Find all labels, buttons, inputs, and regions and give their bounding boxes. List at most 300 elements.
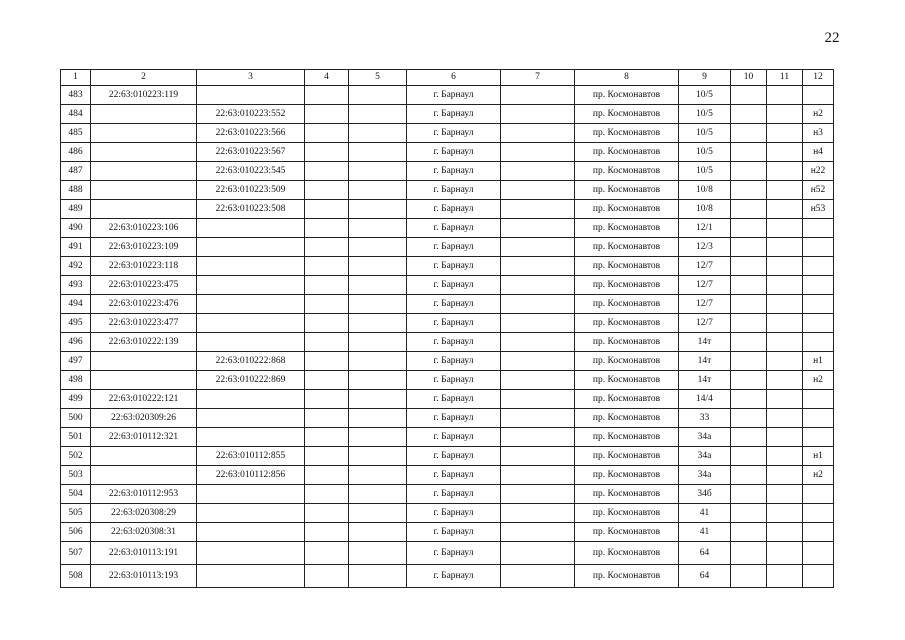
column-7-cell xyxy=(501,200,575,219)
column-11-cell xyxy=(767,466,803,485)
column-4-cell xyxy=(305,295,349,314)
premises-cell xyxy=(803,276,834,295)
sub-object-number-cell: 22:63:010223:509 xyxy=(197,181,305,200)
city-cell: г. Барнаул xyxy=(407,466,501,485)
column-4-cell xyxy=(305,447,349,466)
column-11-cell xyxy=(767,523,803,542)
city-cell: г. Барнаул xyxy=(407,162,501,181)
column-7-cell xyxy=(501,314,575,333)
column-7-cell xyxy=(501,504,575,523)
register-table xyxy=(60,69,834,588)
row-number-cell: 493 xyxy=(61,276,91,295)
street-cell: пр. Космонавтов xyxy=(575,466,679,485)
column-10-cell xyxy=(731,86,767,105)
parcel-number-cell: 22:63:010222:121 xyxy=(91,390,197,409)
street-cell: пр. Космонавтов xyxy=(575,124,679,143)
parcel-number-cell xyxy=(91,124,197,143)
city-cell: г. Барнаул xyxy=(407,124,501,143)
premises-cell: н52 xyxy=(803,181,834,200)
column-4-cell xyxy=(305,504,349,523)
column-header: 1 xyxy=(61,70,91,86)
column-7-cell xyxy=(501,124,575,143)
table-header-row xyxy=(61,70,834,86)
column-10-cell xyxy=(731,333,767,352)
column-header: 7 xyxy=(501,70,575,86)
column-7-cell xyxy=(501,523,575,542)
table-row xyxy=(61,124,834,143)
column-5-cell xyxy=(349,428,407,447)
parcel-number-cell: 22:63:010112:321 xyxy=(91,428,197,447)
column-5-cell xyxy=(349,257,407,276)
row-number-cell: 503 xyxy=(61,466,91,485)
table-row xyxy=(61,428,834,447)
row-number-cell: 508 xyxy=(61,565,91,588)
column-header: 10 xyxy=(731,70,767,86)
column-4-cell xyxy=(305,219,349,238)
column-header: 6 xyxy=(407,70,501,86)
row-number-cell: 499 xyxy=(61,390,91,409)
column-4-cell xyxy=(305,86,349,105)
house-number-cell: 10/8 xyxy=(679,200,731,219)
sub-object-number-cell: 22:63:010223:566 xyxy=(197,124,305,143)
house-number-cell: 12/3 xyxy=(679,238,731,257)
column-10-cell xyxy=(731,466,767,485)
sub-object-number-cell: 22:63:010223:567 xyxy=(197,143,305,162)
column-7-cell xyxy=(501,181,575,200)
column-10-cell xyxy=(731,143,767,162)
column-7-cell xyxy=(501,371,575,390)
column-10-cell xyxy=(731,523,767,542)
parcel-number-cell: 22:63:010223:106 xyxy=(91,219,197,238)
street-cell: пр. Космонавтов xyxy=(575,200,679,219)
column-11-cell xyxy=(767,565,803,588)
table-row xyxy=(61,276,834,295)
table-row xyxy=(61,504,834,523)
sub-object-number-cell xyxy=(197,86,305,105)
column-4-cell xyxy=(305,257,349,276)
sub-object-number-cell xyxy=(197,542,305,565)
column-7-cell xyxy=(501,333,575,352)
parcel-number-cell xyxy=(91,200,197,219)
house-number-cell: 14/4 xyxy=(679,390,731,409)
sub-object-number-cell xyxy=(197,409,305,428)
city-cell: г. Барнаул xyxy=(407,485,501,504)
column-11-cell xyxy=(767,257,803,276)
parcel-number-cell: 22:63:010222:139 xyxy=(91,333,197,352)
column-10-cell xyxy=(731,162,767,181)
street-cell: пр. Космонавтов xyxy=(575,162,679,181)
page-number: 22 xyxy=(824,30,840,46)
sub-object-number-cell xyxy=(197,238,305,257)
column-10-cell xyxy=(731,371,767,390)
sub-object-number-cell xyxy=(197,219,305,238)
parcel-number-cell: 22:63:020308:31 xyxy=(91,523,197,542)
column-4-cell xyxy=(305,565,349,588)
row-number-cell: 504 xyxy=(61,485,91,504)
column-7-cell xyxy=(501,447,575,466)
column-10-cell xyxy=(731,542,767,565)
sub-object-number-cell: 22:63:010112:856 xyxy=(197,466,305,485)
city-cell: г. Барнаул xyxy=(407,143,501,162)
parcel-number-cell: 22:63:010113:193 xyxy=(91,565,197,588)
column-11-cell xyxy=(767,504,803,523)
row-number-cell: 490 xyxy=(61,219,91,238)
column-7-cell xyxy=(501,409,575,428)
table-row xyxy=(61,466,834,485)
premises-cell xyxy=(803,390,834,409)
column-10-cell xyxy=(731,504,767,523)
city-cell: г. Барнаул xyxy=(407,565,501,588)
sub-object-number-cell xyxy=(197,523,305,542)
column-7-cell xyxy=(501,295,575,314)
table-row xyxy=(61,200,834,219)
premises-cell: н22 xyxy=(803,162,834,181)
city-cell: г. Барнаул xyxy=(407,352,501,371)
city-cell: г. Барнаул xyxy=(407,257,501,276)
house-number-cell: 14т xyxy=(679,352,731,371)
column-5-cell xyxy=(349,333,407,352)
row-number-cell: 505 xyxy=(61,504,91,523)
house-number-cell: 41 xyxy=(679,523,731,542)
premises-cell xyxy=(803,523,834,542)
column-11-cell xyxy=(767,219,803,238)
sub-object-number-cell: 22:63:010223:508 xyxy=(197,200,305,219)
column-5-cell xyxy=(349,542,407,565)
column-4-cell xyxy=(305,333,349,352)
table-row xyxy=(61,542,834,565)
house-number-cell: 12/1 xyxy=(679,219,731,238)
column-4-cell xyxy=(305,276,349,295)
house-number-cell: 41 xyxy=(679,504,731,523)
house-number-cell: 64 xyxy=(679,542,731,565)
premises-cell: н2 xyxy=(803,371,834,390)
table-row xyxy=(61,257,834,276)
premises-cell: н53 xyxy=(803,200,834,219)
sub-object-number-cell xyxy=(197,276,305,295)
table-row xyxy=(61,523,834,542)
column-10-cell xyxy=(731,105,767,124)
column-5-cell xyxy=(349,352,407,371)
column-11-cell xyxy=(767,86,803,105)
street-cell: пр. Космонавтов xyxy=(575,219,679,238)
sub-object-number-cell: 22:63:010223:552 xyxy=(197,105,305,124)
row-number-cell: 498 xyxy=(61,371,91,390)
street-cell: пр. Космонавтов xyxy=(575,352,679,371)
parcel-number-cell xyxy=(91,352,197,371)
column-10-cell xyxy=(731,447,767,466)
sub-object-number-cell: 22:63:010222:868 xyxy=(197,352,305,371)
city-cell: г. Барнаул xyxy=(407,86,501,105)
table-row xyxy=(61,333,834,352)
column-7-cell xyxy=(501,257,575,276)
row-number-cell: 502 xyxy=(61,447,91,466)
table-row xyxy=(61,86,834,105)
column-header: 11 xyxy=(767,70,803,86)
column-header: 3 xyxy=(197,70,305,86)
column-5-cell xyxy=(349,466,407,485)
column-5-cell xyxy=(349,200,407,219)
column-4-cell xyxy=(305,200,349,219)
row-number-cell: 492 xyxy=(61,257,91,276)
column-4-cell xyxy=(305,466,349,485)
sub-object-number-cell xyxy=(197,504,305,523)
premises-cell xyxy=(803,238,834,257)
premises-cell xyxy=(803,542,834,565)
column-11-cell xyxy=(767,276,803,295)
sub-object-number-cell: 22:63:010112:855 xyxy=(197,447,305,466)
street-cell: пр. Космонавтов xyxy=(575,314,679,333)
column-5-cell xyxy=(349,219,407,238)
column-11-cell xyxy=(767,409,803,428)
row-number-cell: 486 xyxy=(61,143,91,162)
parcel-number-cell: 22:63:010223:476 xyxy=(91,295,197,314)
column-7-cell xyxy=(501,542,575,565)
row-number-cell: 507 xyxy=(61,542,91,565)
city-cell: г. Барнаул xyxy=(407,523,501,542)
column-5-cell xyxy=(349,485,407,504)
column-10-cell xyxy=(731,238,767,257)
row-number-cell: 491 xyxy=(61,238,91,257)
column-7-cell xyxy=(501,276,575,295)
column-11-cell xyxy=(767,428,803,447)
parcel-number-cell: 22:63:010223:475 xyxy=(91,276,197,295)
city-cell: г. Барнаул xyxy=(407,314,501,333)
column-4-cell xyxy=(305,409,349,428)
column-5-cell xyxy=(349,143,407,162)
parcel-number-cell: 22:63:010223:119 xyxy=(91,86,197,105)
street-cell: пр. Космонавтов xyxy=(575,105,679,124)
column-11-cell xyxy=(767,200,803,219)
row-number-cell: 488 xyxy=(61,181,91,200)
column-10-cell xyxy=(731,409,767,428)
street-cell: пр. Космонавтов xyxy=(575,238,679,257)
house-number-cell: 14т xyxy=(679,333,731,352)
house-number-cell: 12/7 xyxy=(679,314,731,333)
premises-cell: н2 xyxy=(803,466,834,485)
table-body xyxy=(61,86,834,588)
parcel-number-cell xyxy=(91,447,197,466)
column-11-cell xyxy=(767,162,803,181)
table-row xyxy=(61,143,834,162)
table-row xyxy=(61,238,834,257)
premises-cell: н1 xyxy=(803,352,834,371)
row-number-cell: 487 xyxy=(61,162,91,181)
column-5-cell xyxy=(349,238,407,257)
parcel-number-cell xyxy=(91,181,197,200)
column-4-cell xyxy=(305,485,349,504)
premises-cell xyxy=(803,409,834,428)
column-10-cell xyxy=(731,219,767,238)
parcel-number-cell xyxy=(91,143,197,162)
column-4-cell xyxy=(305,523,349,542)
column-7-cell xyxy=(501,352,575,371)
street-cell: пр. Космонавтов xyxy=(575,542,679,565)
sub-object-number-cell xyxy=(197,333,305,352)
premises-cell xyxy=(803,295,834,314)
premises-cell: н3 xyxy=(803,124,834,143)
parcel-number-cell: 22:63:010223:109 xyxy=(91,238,197,257)
column-11-cell xyxy=(767,371,803,390)
column-10-cell xyxy=(731,485,767,504)
street-cell: пр. Космонавтов xyxy=(575,257,679,276)
house-number-cell: 34а xyxy=(679,466,731,485)
table-row xyxy=(61,181,834,200)
column-10-cell xyxy=(731,352,767,371)
column-10-cell xyxy=(731,314,767,333)
city-cell: г. Барнаул xyxy=(407,447,501,466)
house-number-cell: 10/5 xyxy=(679,105,731,124)
column-4-cell xyxy=(305,352,349,371)
city-cell: г. Барнаул xyxy=(407,333,501,352)
house-number-cell: 10/5 xyxy=(679,124,731,143)
row-number-cell: 497 xyxy=(61,352,91,371)
parcel-number-cell: 22:63:020309:26 xyxy=(91,409,197,428)
column-7-cell xyxy=(501,238,575,257)
premises-cell xyxy=(803,219,834,238)
column-4-cell xyxy=(305,162,349,181)
sub-object-number-cell xyxy=(197,257,305,276)
house-number-cell: 33 xyxy=(679,409,731,428)
sub-object-number-cell: 22:63:010223:545 xyxy=(197,162,305,181)
parcel-number-cell: 22:63:010223:477 xyxy=(91,314,197,333)
house-number-cell: 34а xyxy=(679,428,731,447)
column-11-cell xyxy=(767,390,803,409)
column-10-cell xyxy=(731,428,767,447)
column-5-cell xyxy=(349,314,407,333)
table-row xyxy=(61,314,834,333)
row-number-cell: 484 xyxy=(61,105,91,124)
parcel-number-cell: 22:63:010112:953 xyxy=(91,485,197,504)
column-10-cell xyxy=(731,124,767,143)
premises-cell: н4 xyxy=(803,143,834,162)
table-row xyxy=(61,485,834,504)
sub-object-number-cell xyxy=(197,428,305,447)
city-cell: г. Барнаул xyxy=(407,200,501,219)
column-5-cell xyxy=(349,409,407,428)
column-5-cell xyxy=(349,181,407,200)
column-11-cell xyxy=(767,542,803,565)
column-5-cell xyxy=(349,295,407,314)
city-cell: г. Барнаул xyxy=(407,276,501,295)
sub-object-number-cell xyxy=(197,314,305,333)
city-cell: г. Барнаул xyxy=(407,504,501,523)
column-5-cell xyxy=(349,162,407,181)
row-number-cell: 500 xyxy=(61,409,91,428)
table-row xyxy=(61,105,834,124)
column-10-cell xyxy=(731,390,767,409)
column-header: 9 xyxy=(679,70,731,86)
street-cell: пр. Космонавтов xyxy=(575,86,679,105)
column-11-cell xyxy=(767,485,803,504)
house-number-cell: 34б xyxy=(679,485,731,504)
parcel-number-cell xyxy=(91,466,197,485)
column-header: 5 xyxy=(349,70,407,86)
column-5-cell xyxy=(349,124,407,143)
street-cell: пр. Космонавтов xyxy=(575,181,679,200)
column-4-cell xyxy=(305,105,349,124)
column-header: 2 xyxy=(91,70,197,86)
parcel-number-cell xyxy=(91,105,197,124)
row-number-cell: 506 xyxy=(61,523,91,542)
column-7-cell xyxy=(501,219,575,238)
column-4-cell xyxy=(305,428,349,447)
table-row xyxy=(61,390,834,409)
row-number-cell: 496 xyxy=(61,333,91,352)
column-5-cell xyxy=(349,105,407,124)
city-cell: г. Барнаул xyxy=(407,390,501,409)
column-11-cell xyxy=(767,314,803,333)
premises-cell xyxy=(803,86,834,105)
row-number-cell: 494 xyxy=(61,295,91,314)
column-10-cell xyxy=(731,200,767,219)
parcel-number-cell: 22:63:020308:29 xyxy=(91,504,197,523)
city-cell: г. Барнаул xyxy=(407,409,501,428)
column-header: 8 xyxy=(575,70,679,86)
column-header: 4 xyxy=(305,70,349,86)
row-number-cell: 495 xyxy=(61,314,91,333)
sub-object-number-cell xyxy=(197,485,305,504)
city-cell: г. Барнаул xyxy=(407,428,501,447)
sub-object-number-cell xyxy=(197,295,305,314)
column-7-cell xyxy=(501,390,575,409)
street-cell: пр. Космонавтов xyxy=(575,333,679,352)
table-row xyxy=(61,295,834,314)
street-cell: пр. Космонавтов xyxy=(575,504,679,523)
table-row xyxy=(61,162,834,181)
sub-object-number-cell: 22:63:010222:869 xyxy=(197,371,305,390)
premises-cell xyxy=(803,314,834,333)
row-number-cell: 483 xyxy=(61,86,91,105)
column-10-cell xyxy=(731,276,767,295)
street-cell: пр. Космонавтов xyxy=(575,295,679,314)
city-cell: г. Барнаул xyxy=(407,295,501,314)
house-number-cell: 12/7 xyxy=(679,257,731,276)
column-5-cell xyxy=(349,86,407,105)
table-row xyxy=(61,371,834,390)
row-number-cell: 501 xyxy=(61,428,91,447)
column-11-cell xyxy=(767,352,803,371)
premises-cell: н1 xyxy=(803,447,834,466)
street-cell: пр. Космонавтов xyxy=(575,523,679,542)
parcel-number-cell: 22:63:010113:191 xyxy=(91,542,197,565)
column-7-cell xyxy=(501,162,575,181)
street-cell: пр. Космонавтов xyxy=(575,485,679,504)
table-row xyxy=(61,409,834,428)
column-7-cell xyxy=(501,485,575,504)
column-5-cell xyxy=(349,447,407,466)
column-5-cell xyxy=(349,504,407,523)
house-number-cell: 10/5 xyxy=(679,143,731,162)
parcel-number-cell xyxy=(91,162,197,181)
row-number-cell: 485 xyxy=(61,124,91,143)
column-4-cell xyxy=(305,314,349,333)
street-cell: пр. Космонавтов xyxy=(575,276,679,295)
premises-cell xyxy=(803,504,834,523)
street-cell: пр. Космонавтов xyxy=(575,565,679,588)
column-header: 12 xyxy=(803,70,834,86)
column-4-cell xyxy=(305,371,349,390)
house-number-cell: 10/5 xyxy=(679,86,731,105)
column-10-cell xyxy=(731,181,767,200)
column-4-cell xyxy=(305,124,349,143)
column-11-cell xyxy=(767,181,803,200)
column-7-cell xyxy=(501,86,575,105)
table-row xyxy=(61,447,834,466)
table-row xyxy=(61,565,834,588)
column-10-cell xyxy=(731,295,767,314)
column-7-cell xyxy=(501,143,575,162)
parcel-number-cell: 22:63:010223:118 xyxy=(91,257,197,276)
